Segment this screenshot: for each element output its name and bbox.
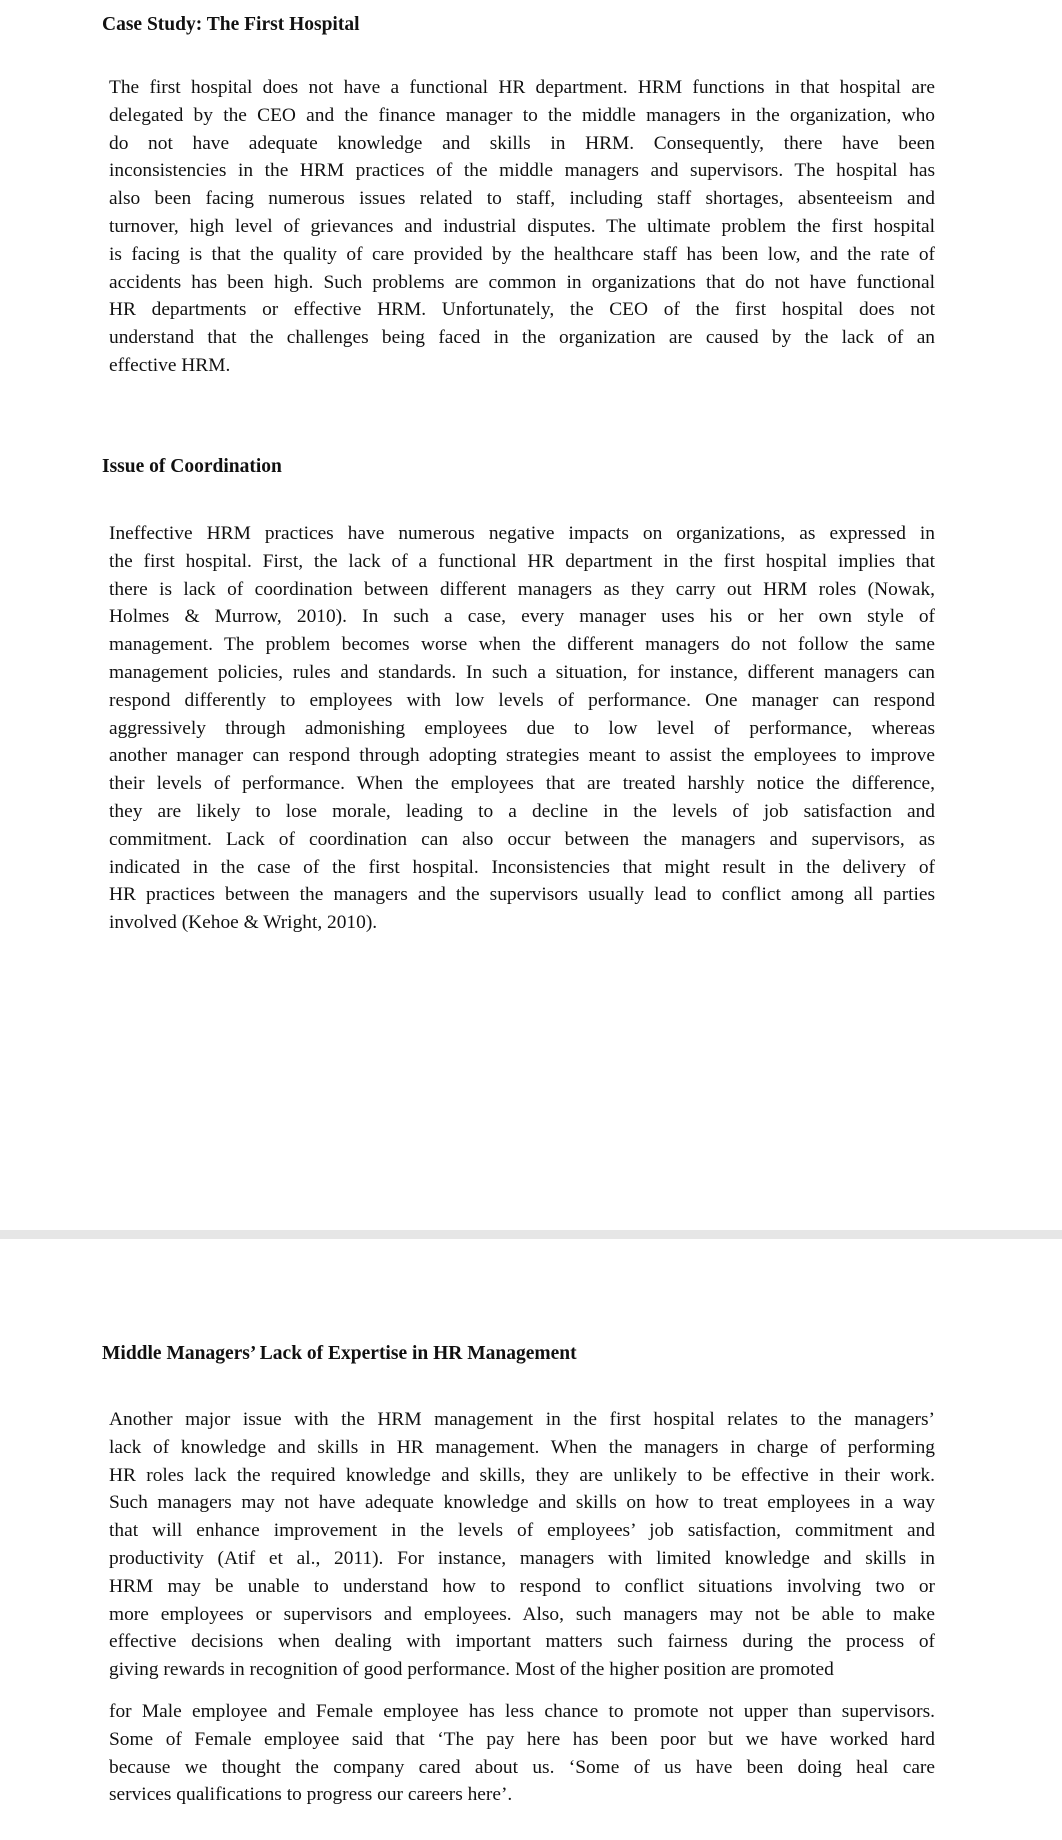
expertise-paragraph [109,1406,935,1684]
expertise-heading: Middle Managers’ Lack of Expertise in HR Management [102,1343,577,1364]
paragraph-line: The first hospital does not have a functional HR department. HRM functions in that hospital are [109,77,935,98]
case-study-title: Case Study: The First Hospital [102,14,360,35]
gender-paragraph [109,1698,935,1809]
paragraph-line: the first hospital. First, the lack of a functional HR department in the first hospital implies that [109,550,935,572]
paragraph-line: indicated in the case of the first hospital. Inconsistencies that might result in the delivery of [109,856,935,878]
paragraph-line: HRM may be unable to understand how to respond to conflict situations involving two or [109,1575,935,1597]
paragraph-line: aggressively through admonishing employees due to low level of performance, whereas [109,717,935,739]
paragraph-line: Ineffective HRM practices have numerous negative impacts on organizations, as expressed in [109,523,935,544]
paragraph-line: Another major issue with the HRM management in the first hospital relates to the managers’ [109,1409,935,1430]
paragraph-line: understand that the challenges being faced in the organization are caused by the lack of an [109,327,935,349]
document-page-2 [0,1239,1062,1840]
coordination-paragraph [109,520,935,937]
paragraph-line: giving rewards in recognition of good performance. Most of the higher position are promoted [109,1659,834,1681]
paragraph-line: effective HRM. [109,354,231,376]
paragraph-line: Such managers may not have adequate knowledge and skills on how to treat employees in a way [109,1492,935,1514]
paragraph-line: HR departments or effective HRM. Unfortunately, the CEO of the first hospital does not [109,299,935,321]
paragraph-line: that will enhance improvement in the levels of employees’ job satisfaction, commitment and [109,1520,935,1542]
paragraph-line: another manager can respond through adopting strategies meant to assist the employees to improve [109,745,935,767]
paragraph-line: Some of Female employee said that ‘The pay here has been poor but we have worked hard [109,1728,935,1750]
paragraph-line: more employees or supervisors and employees. Also, such managers may not be able to make [109,1603,935,1625]
paragraph-line: also been facing numerous issues related to staff, including staff shortages, absenteeism and [109,188,935,210]
paragraph-line: do not have adequate knowledge and skills in HRM. Consequently, there have been [109,132,935,154]
paragraph-line: accidents has been high. Such problems are common in organizations that do not have functional [109,271,935,293]
paragraph-line: is facing is that the quality of care provided by the healthcare staff has been low, and the rate of [109,243,935,265]
paragraph-line: respond differently to employees with low levels of performance. One manager can respond [109,689,935,711]
paragraph-line: management policies, rules and standards. In such a situation, for instance, different managers can [109,661,935,683]
paragraph-line: HR practices between the managers and the supervisors usually lead to conflict among all parties [109,884,935,906]
paragraph-line: Holmes & Murrow, 2010). In such a case, every manager uses his or her own style of [109,606,935,628]
paragraph-line: for Male employee and Female employee has less chance to promote not upper than supervisors. [109,1701,935,1722]
paragraph-line: delegated by the CEO and the finance manager to the middle managers in the organization, who [109,104,935,126]
paragraph-line: HR roles lack the required knowledge and skills, they are unlikely to be effective in their work. [109,1464,935,1486]
paragraph-line: involved (Kehoe & Wright, 2010). [109,912,378,934]
paragraph-line: management. The problem becomes worse when the different managers do not follow the same [109,634,935,656]
paragraph-line: services qualifications to progress our careers here’. [109,1784,513,1806]
paragraph-line: productivity (Atif et al., 2011). For instance, managers with limited knowledge and skills in [109,1547,935,1569]
intro-paragraph [109,74,935,380]
paragraph-line: they are likely to lose morale, leading to a decline in the levels of job satisfaction and [109,800,935,822]
paragraph-line: commitment. Lack of coordination can also occur between the managers and supervisors, as [109,828,935,850]
paragraph-line: their levels of performance. When the employees that are treated harshly notice the difference, [109,773,935,795]
paragraph-line: lack of knowledge and skills in HR management. When the managers in charge of performing [109,1436,935,1458]
coordination-heading: Issue of Coordination [102,456,282,477]
paragraph-line: inconsistencies in the HRM practices of the middle managers and supervisors. The hospital has [109,160,935,182]
paragraph-line: because we thought the company cared about us. ‘Some of us have been doing heal care [109,1756,935,1778]
paragraph-line: effective decisions when dealing with important matters such fairness during the process of [109,1631,935,1653]
paragraph-line: turnover, high level of grievances and industrial disputes. The ultimate problem the first hospital [109,215,935,237]
paragraph-line: there is lack of coordination between different managers as they carry out HRM roles (Nowak, [109,578,935,600]
page-separator [0,1230,1062,1239]
